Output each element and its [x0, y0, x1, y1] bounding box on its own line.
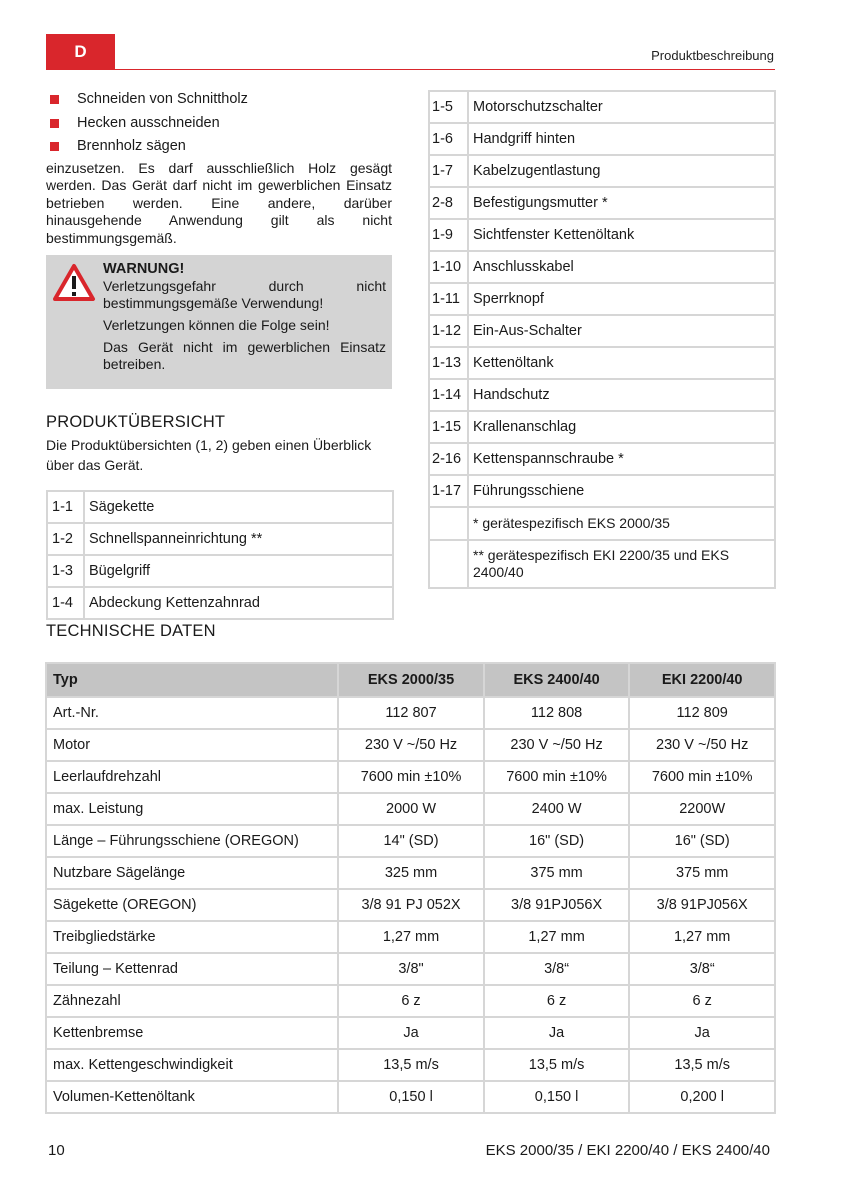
table-row: [48, 524, 392, 554]
table-cell: 3/8“: [630, 954, 774, 984]
footnote: * gerätespezifisch EKS 2000/35: [469, 508, 774, 539]
column-header: EKS 2400/40: [485, 664, 629, 696]
item-label: Abdeckung Kettenzahnrad: [85, 588, 392, 618]
column-header: Typ: [47, 664, 337, 696]
table-row: [47, 986, 774, 1016]
table-cell: 112 808: [485, 698, 629, 728]
table-cell: 7600 min ±10%: [339, 762, 483, 792]
item-label: Motorschutzschalter: [469, 92, 774, 122]
table-row: [47, 954, 774, 984]
column-header: EKI 2200/40: [630, 664, 774, 696]
table-cell: 375 mm: [630, 858, 774, 888]
table-row: [430, 188, 774, 218]
item-label: Bügelgriff: [85, 556, 392, 586]
column-header: EKS 2000/35: [339, 664, 483, 696]
overview-title: PRODUKTÜBERSICHT: [46, 413, 226, 431]
warning-text: Verletzungsgefahr durch nicht bestimmungsgemäße Verwendung!: [103, 278, 386, 311]
overview-table-left: [46, 490, 394, 620]
table-cell: Ja: [339, 1018, 483, 1048]
footnote: ** gerätespezifisch EKI 2200/35 und EKS 2400/40: [469, 541, 774, 587]
table-row: [430, 444, 774, 474]
table-cell: 325 mm: [339, 858, 483, 888]
item-number: 1-12: [430, 316, 467, 346]
row-label: Volumen-Kettenöltank: [47, 1082, 337, 1112]
table-cell: 13,5 m/s: [630, 1050, 774, 1080]
table-cell: 6 z: [339, 986, 483, 1016]
table-cell: 3/8 91PJ056X: [485, 890, 629, 920]
item-label: Kabelzugentlastung: [469, 156, 774, 186]
table-cell: 13,5 m/s: [339, 1050, 483, 1080]
tech-table-body: [47, 698, 774, 1112]
table-cell: 16" (SD): [485, 826, 629, 856]
table-row: [430, 220, 774, 250]
table-cell: 6 z: [485, 986, 629, 1016]
table-row: [47, 1050, 774, 1080]
empty-cell: [430, 508, 467, 539]
table-cell: 7600 min ±10%: [485, 762, 629, 792]
row-label: max. Kettengeschwindigkeit: [47, 1050, 337, 1080]
table-row: [430, 541, 774, 587]
item-label: Führungsschiene: [469, 476, 774, 506]
item-label: Schnellspanneinrichtung **: [85, 524, 392, 554]
table-row: [430, 508, 774, 539]
table-row: [430, 156, 774, 186]
table-cell: 0,150 l: [339, 1082, 483, 1112]
list-item: Brennholz sägen: [46, 135, 392, 159]
item-number: 1-9: [430, 220, 467, 250]
row-label: Kettenbremse: [47, 1018, 337, 1048]
overview-intro: Die Produktübersichten (1, 2) geben einen Überblick über das Gerät.: [46, 437, 372, 473]
table-row: [48, 588, 392, 618]
table-cell: Ja: [485, 1018, 629, 1048]
table-row: [430, 252, 774, 282]
table-cell: 3/8“: [485, 954, 629, 984]
table-cell: 112 809: [630, 698, 774, 728]
item-label: Befestigungsmutter *: [469, 188, 774, 218]
table-row: [48, 492, 392, 522]
item-number: 1-2: [48, 524, 83, 554]
table-cell: Ja: [630, 1018, 774, 1048]
table-cell: 375 mm: [485, 858, 629, 888]
table-cell: 230 V ~/50 Hz: [485, 730, 629, 760]
row-label: Leerlaufdrehzahl: [47, 762, 337, 792]
row-label: Sägekette (OREGON): [47, 890, 337, 920]
tech-data-title: TECHNISCHE DATEN: [46, 622, 216, 640]
item-number: 1-5: [430, 92, 467, 122]
item-label: Sperrknopf: [469, 284, 774, 314]
table-row: [47, 922, 774, 952]
warning-title: WARNUNG!: [103, 261, 185, 277]
table-row: [47, 762, 774, 792]
header-section-title: Produktbeschreibung: [651, 48, 774, 63]
page-number: 10: [48, 1142, 65, 1159]
footer-models: EKS 2000/35 / EKI 2200/40 / EKS 2400/40: [485, 1142, 770, 1159]
item-number: 1-7: [430, 156, 467, 186]
row-label: Art.-Nr.: [47, 698, 337, 728]
table-row: [47, 890, 774, 920]
table-row: [47, 1082, 774, 1112]
row-label: Nutzbare Sägelänge: [47, 858, 337, 888]
table-cell: 0,150 l: [485, 1082, 629, 1112]
table-cell: 7600 min ±10%: [630, 762, 774, 792]
row-label: Teilung – Kettenrad: [47, 954, 337, 984]
item-number: 1-15: [430, 412, 467, 442]
tech-data-table: [45, 662, 776, 1114]
item-label: Krallenanschlag: [469, 412, 774, 442]
table-cell: 112 807: [339, 698, 483, 728]
table-row: [47, 698, 774, 728]
table-row: [430, 124, 774, 154]
table-cell: 230 V ~/50 Hz: [339, 730, 483, 760]
empty-cell: [430, 541, 467, 587]
table-cell: 13,5 m/s: [485, 1050, 629, 1080]
table-row: [48, 556, 392, 586]
item-label: Kettenspannschraube *: [469, 444, 774, 474]
row-label: Länge – Führungsschiene (OREGON): [47, 826, 337, 856]
table-cell: 1,27 mm: [339, 922, 483, 952]
table-row: [47, 826, 774, 856]
table-row: [47, 1018, 774, 1048]
table-cell: 230 V ~/50 Hz: [630, 730, 774, 760]
usage-bullet-list: [46, 88, 392, 159]
table-row: [430, 92, 774, 122]
table-row: [47, 858, 774, 888]
table-row: [430, 412, 774, 442]
table-row: [430, 284, 774, 314]
item-number: 1-11: [430, 284, 467, 314]
warning-triangle-icon: [52, 263, 96, 303]
list-item: Hecken ausschneiden: [46, 112, 392, 136]
item-number: 1-6: [430, 124, 467, 154]
table-cell: 16" (SD): [630, 826, 774, 856]
item-number: 1-10: [430, 252, 467, 282]
item-number: 1-14: [430, 380, 467, 410]
table-cell: 14" (SD): [339, 826, 483, 856]
item-label: Sichtfenster Kettenöltank: [469, 220, 774, 250]
table-cell: 3/8": [339, 954, 483, 984]
table-cell: 2200W: [630, 794, 774, 824]
table-row: [430, 380, 774, 410]
warning-box: [46, 255, 392, 389]
item-number: 1-13: [430, 348, 467, 378]
item-label: Handgriff hinten: [469, 124, 774, 154]
item-number: 2-16: [430, 444, 467, 474]
overview-table-right: [428, 90, 776, 589]
item-number: 1-1: [48, 492, 83, 522]
item-label: Ein-Aus-Schalter: [469, 316, 774, 346]
item-label: Handschutz: [469, 380, 774, 410]
warning-text: Das Gerät nicht im gewerblichen Einsatz betreiben.: [103, 339, 386, 372]
table-row: [430, 348, 774, 378]
item-number: 2-8: [430, 188, 467, 218]
table-row: [430, 316, 774, 346]
left-column: [46, 88, 392, 620]
warning-text: Verletzungen können die Folge sein!: [103, 317, 330, 333]
table-row: [47, 730, 774, 760]
table-cell: 2400 W: [485, 794, 629, 824]
row-label: max. Leistung: [47, 794, 337, 824]
header-rule: [46, 69, 775, 70]
row-label: Zähnezahl: [47, 986, 337, 1016]
table-cell: 1,27 mm: [485, 922, 629, 952]
item-number: 1-17: [430, 476, 467, 506]
table-cell: 6 z: [630, 986, 774, 1016]
row-label: Motor: [47, 730, 337, 760]
item-label: Kettenöltank: [469, 348, 774, 378]
item-number: 1-4: [48, 588, 83, 618]
table-cell: 3/8 91PJ056X: [630, 890, 774, 920]
item-number: 1-3: [48, 556, 83, 586]
table-cell: 3/8 91 PJ 052X: [339, 890, 483, 920]
list-item: Schneiden von Schnittholz: [46, 88, 392, 112]
table-cell: 1,27 mm: [630, 922, 774, 952]
table-cell: 0,200 l: [630, 1082, 774, 1112]
usage-paragraph: einzusetzen. Es darf ausschließlich Holz gesägt werden. Das Gerät darf nicht im gewerblichen Einsatz betrieben werden. Eine andere, darüber hinausgehende Anwendung gilt als nicht bestimmungsgemäß.: [46, 159, 392, 246]
item-label: Sägekette: [85, 492, 392, 522]
table-row: [47, 794, 774, 824]
language-badge: D: [46, 34, 115, 70]
table-header-row: [47, 664, 774, 696]
row-label: Treibgliedstärke: [47, 922, 337, 952]
table-cell: 2000 W: [339, 794, 483, 824]
table-row: [430, 476, 774, 506]
item-label: Anschlusskabel: [469, 252, 774, 282]
